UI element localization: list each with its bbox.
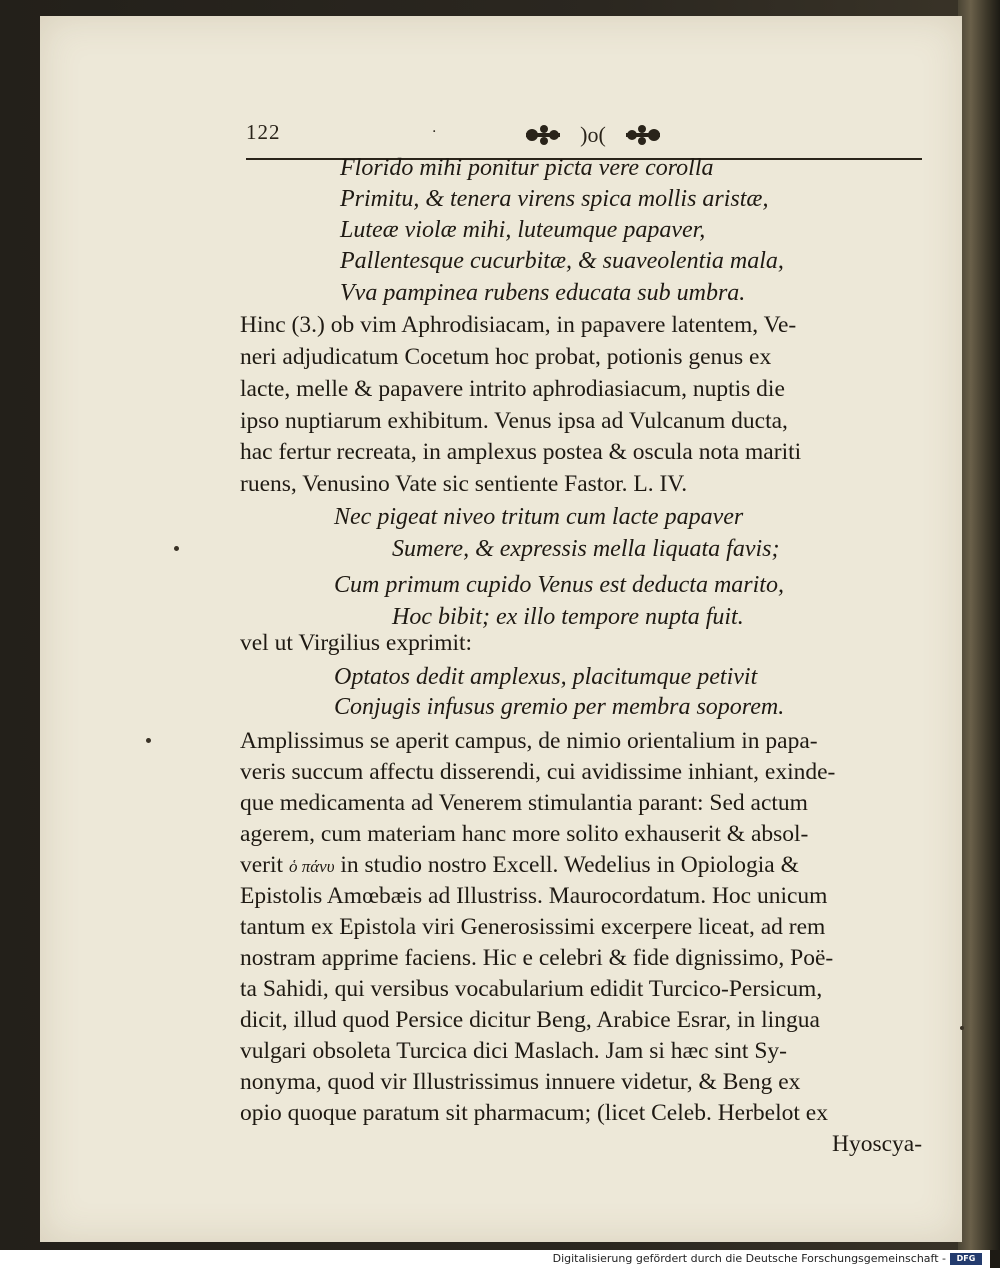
text-line: opio quoque paratum sit pharmacum; (licet Celeb. Herbelot ex [240, 1100, 828, 1126]
text-line: Hinc (3.) ob vim Aphrodisiacam, in papavere latentem, Ve- [240, 312, 797, 338]
text-line: Primitu, & tenera virens spica mollis aristæ, [340, 186, 769, 212]
text-line: nonyma, quod vir Illustrissimus innuere videtur, & Beng ex [240, 1069, 801, 1095]
text-line: lacte, melle & papavere intrito aphrodiasiacum, nuptis die [240, 376, 785, 402]
text-line: Pallentesque cucurbitæ, & suaveolentia mala, [340, 248, 784, 274]
text-line: que medicamenta ad Venerem stimulantia parant: Sed actum [240, 790, 808, 816]
text-line: Vva pampinea rubens educata sub umbra. [340, 280, 746, 306]
ornament-text: )o( [580, 122, 606, 147]
line-start: verit [240, 852, 284, 878]
text-line: Luteæ violæ mihi, luteumque papaver, [340, 217, 706, 243]
text-line: ta Sahidi, qui versibus vocabularium edidit Turcico-Persicum, [240, 976, 823, 1002]
text-line: ruens, Venusino Vate sic sentiente Fastor. L. IV. [240, 471, 688, 497]
text-line: vulgari obsoleta Turcica dici Maslach. Jam si hæc sint Sy- [240, 1038, 787, 1064]
page-number: 122 [246, 120, 281, 144]
line-rest: in studio nostro Excell. Wedelius in Opiologia & [334, 852, 799, 878]
text-line: hac fertur recreata, in amplexus postea & oscula nota mariti [240, 439, 802, 465]
text-line [240, 850, 799, 882]
text-line: Sumere, & expressis mella liquata favis; [392, 536, 780, 562]
text-line: neri adjudicatum Cocetum hoc probat, potionis genus ex [240, 344, 772, 370]
text-line: Florido mihi ponitur picta vere corolla [340, 155, 714, 181]
page-speck [146, 738, 151, 743]
page-speck [960, 1026, 964, 1030]
text-line: Optatos dedit amplexus, placitumque petivit [334, 664, 758, 690]
book-edge [958, 0, 1000, 1250]
text-line: Amplissimus se aperit campus, de nimio orientalium in papa- [240, 728, 818, 754]
text-line: nostram apprime faciens. Hic e celebri & fide dignissimo, Poë- [240, 945, 834, 971]
text-line: Epistolis Amœbæis ad Illustriss. Maurocordatum. Hoc unicum [240, 883, 828, 909]
text-line: tantum ex Epistola viri Generosissimi excerpere liceat, ad rem [240, 914, 826, 940]
text-line: Cum primum cupido Venus est deducta marito, [334, 572, 784, 598]
header-dot: · [432, 124, 437, 140]
digitization-footer [0, 1250, 990, 1268]
book-page [40, 16, 962, 1242]
funding-credit: Digitalisierung gefördert durch die Deutsche Forschungsgemeinschaft - [552, 1252, 946, 1265]
greek-phrase: ὁ πάνυ [288, 857, 335, 876]
text-line: veris succum affectu disserendi, cui avidissime inhiant, exinde- [240, 759, 836, 785]
page-text [40, 16, 962, 1242]
text-line: agerem, cum materiam hanc more solito exhauserit & absol- [240, 821, 809, 847]
catchword: Hyoscya- [832, 1131, 923, 1157]
text-line: Hoc bibit; ex illo tempore nupta fuit. [392, 604, 744, 630]
text-line: dicit, illud quod Persice dicitur Beng, Arabice Esrar, in lingua [240, 1007, 820, 1033]
text-line: ipso nuptiarum exhibitum. Venus ipsa ad Vulcanum ducta, [240, 408, 788, 434]
page-speck [174, 546, 179, 551]
text-line: Conjugis infusus gremio per membra soporem. [334, 694, 785, 720]
text-line: vel ut Virgilius exprimit: [240, 630, 473, 656]
text-line: Nec pigeat niveo tritum cum lacte papaver [334, 504, 744, 530]
dfg-logo-icon: DFG [950, 1253, 982, 1265]
